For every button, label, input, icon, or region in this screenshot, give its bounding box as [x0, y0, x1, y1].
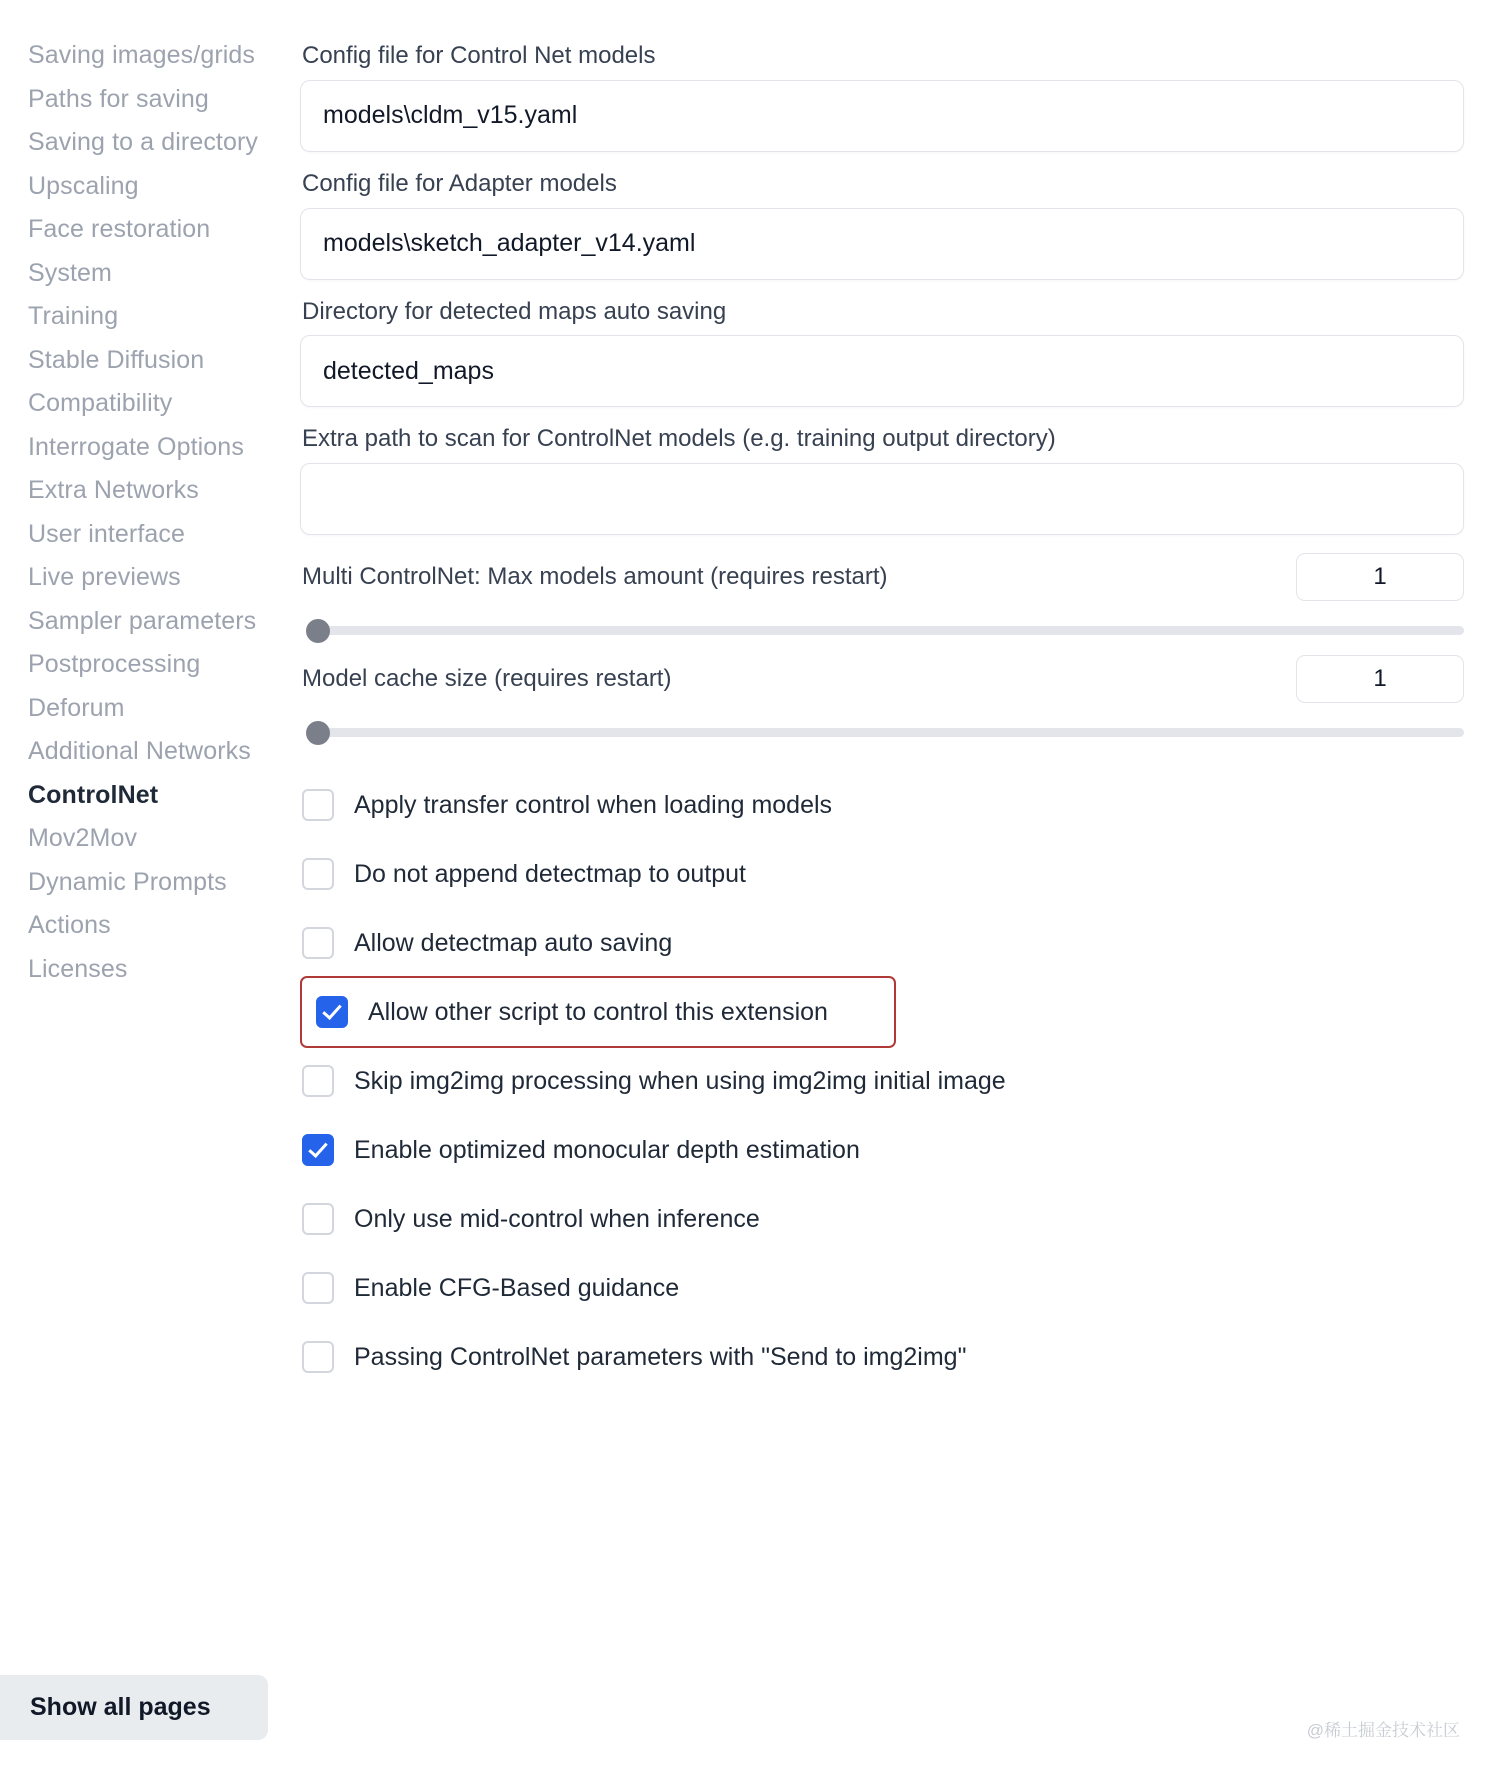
- sidebar-item-licenses[interactable]: [0, 948, 268, 992]
- sidebar-item-mov2mov[interactable]: [0, 817, 268, 861]
- text-input[interactable]: [300, 335, 1464, 407]
- slider-label: Multi ControlNet: Max models amount (requires restart): [302, 562, 888, 590]
- sidebar-item-postprocessing[interactable]: [0, 643, 268, 687]
- show-all-pages-button[interactable]: Show all pages: [0, 1675, 268, 1740]
- sidebar-item-sampler-parameters[interactable]: [0, 600, 268, 644]
- text-field-group: [300, 170, 1464, 298]
- sidebar-item-label: User interface: [28, 519, 186, 548]
- sidebar-item-face-restoration[interactable]: [0, 208, 268, 252]
- slider-header: [300, 655, 1464, 703]
- checkbox-options-list: [300, 781, 1464, 1381]
- checkbox-label: Allow detectmap auto saving: [354, 929, 673, 958]
- sidebar-item-label: Postprocessing: [28, 650, 201, 678]
- slider-header: [300, 553, 1464, 601]
- sidebar-item-saving-images-grids[interactable]: [0, 34, 268, 78]
- field-label: Config file for Adapter models: [302, 169, 617, 197]
- text-fields-container: [300, 42, 1464, 553]
- text-field-group: [300, 298, 1464, 426]
- slider-group: [300, 553, 1464, 645]
- checkbox-unchecked-icon[interactable]: [302, 858, 334, 890]
- checkbox-unchecked-icon[interactable]: [302, 1203, 334, 1235]
- text-input[interactable]: [300, 463, 1464, 535]
- checkbox-label: Only use mid-control when inference: [354, 1205, 760, 1234]
- checkbox-label: Allow other script to control this extension: [368, 998, 828, 1027]
- sidebar-item-label: System: [28, 258, 112, 287]
- sidebar-item-upscaling[interactable]: [0, 165, 268, 209]
- sliders-container: [300, 553, 1464, 747]
- slider-rail: [308, 626, 1464, 635]
- checkbox-unchecked-icon[interactable]: [302, 927, 334, 959]
- sidebar-item-label: Mov2Mov: [28, 824, 138, 852]
- slider-rail: [308, 728, 1464, 737]
- text-field-group: [300, 425, 1464, 553]
- sidebar-item-label: Extra Networks: [28, 476, 199, 504]
- slider-track[interactable]: [300, 615, 1464, 645]
- sidebar-item-label: Face restoration: [28, 215, 211, 243]
- sidebar-item-label: Saving images/grids: [28, 41, 256, 69]
- checkbox-row[interactable]: [300, 1057, 1464, 1105]
- sidebar-item-label: Training: [28, 302, 119, 330]
- field-label: Config file for Control Net models: [302, 42, 656, 69]
- text-input[interactable]: [300, 80, 1464, 152]
- sidebar-item-paths-for-saving[interactable]: [0, 78, 268, 122]
- slider-track[interactable]: [300, 717, 1464, 747]
- field-label: Extra path to scan for ControlNet models (e.g. training output directory): [302, 425, 1056, 453]
- sidebar-item-label: Compatibility: [28, 389, 173, 417]
- sidebar-item-label: Stable Diffusion: [28, 345, 205, 374]
- checkbox-row[interactable]: [300, 850, 1464, 898]
- sidebar-item-user-interface[interactable]: [0, 513, 268, 557]
- field-label: Directory for detected maps auto saving: [302, 297, 727, 325]
- sidebar-item-label: Interrogate Options: [28, 432, 244, 461]
- sidebar-item-saving-to-a-directory[interactable]: [0, 121, 268, 165]
- checkbox-label: Apply transfer control when loading models: [354, 791, 833, 820]
- sidebar-item-label: Licenses: [28, 954, 128, 983]
- sidebar-item-dynamic-prompts[interactable]: [0, 861, 268, 905]
- sidebar-item-label: Dynamic Prompts: [28, 867, 227, 896]
- sidebar-item-controlnet[interactable]: [0, 774, 268, 818]
- checkbox-unchecked-icon[interactable]: [302, 789, 334, 821]
- checkbox-row[interactable]: [300, 919, 1464, 967]
- sidebar-item-extra-networks[interactable]: [0, 469, 268, 513]
- checkbox-unchecked-icon[interactable]: [302, 1341, 334, 1373]
- checkbox-unchecked-icon[interactable]: [302, 1272, 334, 1304]
- sidebar-item-label: Additional Networks: [28, 737, 251, 765]
- sidebar-item-label: Actions: [28, 911, 111, 939]
- slider-group: [300, 655, 1464, 747]
- watermark-text: @稀土掘金技术社区: [1306, 1721, 1460, 1740]
- sidebar-item-live-previews[interactable]: [0, 556, 268, 600]
- checkbox-label: Do not append detectmap to output: [354, 860, 746, 889]
- settings-sidebar: [0, 0, 268, 1773]
- sidebar-item-label: Live previews: [28, 563, 181, 591]
- text-field-group: [300, 42, 1464, 170]
- slider-value-input[interactable]: [1296, 655, 1464, 703]
- checkbox-row[interactable]: [300, 1264, 1464, 1312]
- sidebar-item-system[interactable]: [0, 252, 268, 296]
- checkbox-checked-icon[interactable]: [316, 996, 348, 1028]
- sidebar-item-label: Sampler parameters: [28, 606, 257, 635]
- checkbox-row-highlighted[interactable]: [300, 976, 896, 1048]
- settings-main-panel: [268, 0, 1486, 1773]
- sidebar-item-compatibility[interactable]: [0, 382, 268, 426]
- checkbox-unchecked-icon[interactable]: [302, 1065, 334, 1097]
- checkbox-label: Skip img2img processing when using img2img initial image: [354, 1067, 1006, 1096]
- slider-value-input[interactable]: [1296, 553, 1464, 601]
- sidebar-item-label: Deforum: [28, 693, 125, 722]
- sidebar-item-additional-networks[interactable]: [0, 730, 268, 774]
- sidebar-item-label: Paths for saving: [28, 84, 209, 113]
- checkbox-label: Enable CFG-Based guidance: [354, 1274, 680, 1303]
- checkbox-row[interactable]: [300, 781, 1464, 829]
- sidebar-item-stable-diffusion[interactable]: [0, 339, 268, 383]
- checkbox-row[interactable]: [300, 1126, 1464, 1174]
- checkbox-row[interactable]: [300, 1195, 1464, 1243]
- sidebar-nav-list: [0, 34, 268, 991]
- checkbox-label: Enable optimized monocular depth estimation: [354, 1136, 860, 1165]
- sidebar-item-actions[interactable]: [0, 904, 268, 948]
- checkbox-row[interactable]: [300, 1333, 1464, 1381]
- slider-knob[interactable]: [306, 721, 330, 745]
- sidebar-item-label: Upscaling: [28, 171, 139, 200]
- checkbox-checked-icon[interactable]: [302, 1134, 334, 1166]
- slider-label: Model cache size (requires restart): [302, 664, 672, 692]
- sidebar-item-label: Saving to a directory: [28, 128, 258, 156]
- slider-knob[interactable]: [306, 619, 330, 643]
- checkbox-label: Passing ControlNet parameters with "Send to img2img": [354, 1343, 967, 1372]
- sidebar-item-training[interactable]: [0, 295, 268, 339]
- sidebar-item-label: ControlNet: [28, 780, 159, 809]
- text-input[interactable]: [300, 208, 1464, 280]
- sidebar-item-interrogate-options[interactable]: [0, 426, 268, 470]
- sidebar-item-deforum[interactable]: [0, 687, 268, 731]
